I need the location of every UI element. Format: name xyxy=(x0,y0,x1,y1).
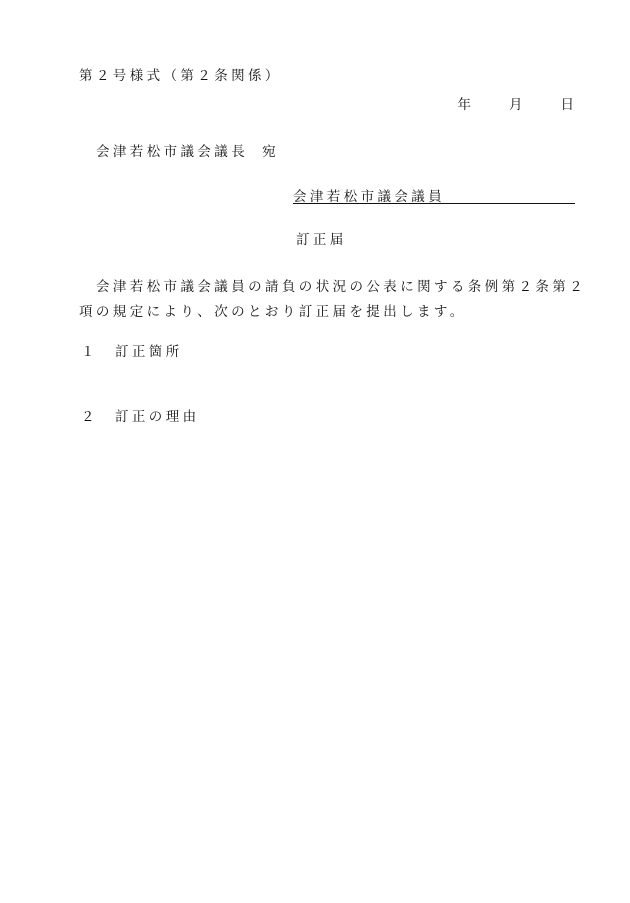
date-day-label: 日 xyxy=(560,97,574,113)
item-correction-location xyxy=(81,343,183,361)
submitter-line xyxy=(293,186,575,204)
form-number: 第２号様式（第２条関係） xyxy=(79,68,282,84)
date-line xyxy=(458,96,575,114)
date-month-label: 月 xyxy=(509,97,523,113)
addressee xyxy=(96,143,279,161)
addressee-honorific: 宛 xyxy=(262,144,280,160)
item-label: 訂正の理由 xyxy=(115,409,200,425)
item-number: １ xyxy=(81,344,95,360)
date-year-label: 年 xyxy=(457,97,471,113)
item-label: 訂正箇所 xyxy=(115,344,183,360)
document-title: 訂正届 xyxy=(296,232,347,248)
item-correction-reason xyxy=(81,408,200,426)
addressee-name: 会津若松市議会議長 xyxy=(96,144,249,160)
item-number: ２ xyxy=(81,409,95,425)
body-paragraph: 会津若松市議会議員の請負の状況の公表に関する条例第２条第２項の規定により、次のとおり訂正届を提出します。 xyxy=(79,279,587,320)
submitter-title: 会津若松市議会議員 xyxy=(293,189,446,205)
